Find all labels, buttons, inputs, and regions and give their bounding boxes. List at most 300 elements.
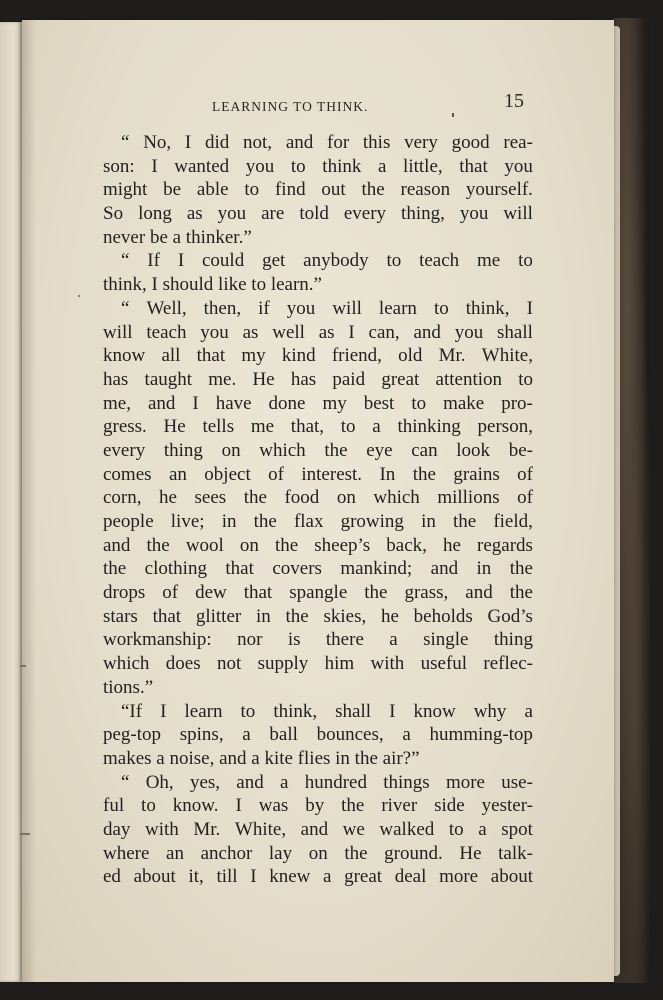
- text-line: [103, 415, 533, 439]
- word: I: [250, 866, 257, 888]
- text-line: tions.”: [103, 676, 154, 698]
- word: are: [261, 203, 285, 225]
- text-line: [103, 700, 533, 724]
- word: the: [509, 582, 533, 604]
- word: I: [526, 297, 533, 319]
- text-line: [103, 202, 533, 226]
- text-line: [103, 818, 533, 842]
- word: which: [259, 439, 306, 461]
- word: more: [439, 866, 479, 888]
- word: well: [272, 321, 305, 343]
- word: the: [344, 842, 368, 864]
- word: I: [348, 321, 355, 343]
- word: rea-: [503, 132, 533, 153]
- word: every: [343, 203, 387, 225]
- text-line: [103, 723, 533, 747]
- word: friend,: [331, 345, 382, 367]
- word: it,: [188, 866, 204, 888]
- word: deal: [394, 866, 427, 888]
- word: might: [103, 179, 148, 201]
- word: good: [451, 132, 490, 153]
- word: the: [285, 605, 309, 627]
- word: ed: [103, 866, 121, 888]
- word: eye: [366, 439, 393, 461]
- word: the: [509, 558, 533, 580]
- word: anchor: [200, 842, 253, 864]
- word: think,: [465, 297, 510, 319]
- word: learn: [378, 297, 417, 319]
- word: Well,: [146, 297, 187, 319]
- word: with: [370, 653, 405, 675]
- word: useful: [420, 653, 468, 675]
- word: where: [103, 842, 150, 864]
- word: can,: [368, 321, 400, 343]
- word: humming-top: [429, 724, 533, 746]
- word: yourself.: [465, 179, 533, 201]
- word: every: [103, 439, 146, 461]
- word: as: [186, 203, 203, 225]
- word: mankind;: [340, 558, 413, 580]
- word: “If: [121, 700, 143, 722]
- word: a: [372, 416, 381, 438]
- word: of: [517, 463, 533, 485]
- word: and: [430, 558, 459, 580]
- word: peg-top: [103, 724, 162, 746]
- word: you: [459, 203, 489, 225]
- word: In: [379, 463, 396, 485]
- word: will: [503, 203, 533, 225]
- word: knew: [269, 866, 311, 888]
- word: growing: [340, 511, 404, 532]
- word: the: [452, 511, 477, 532]
- text-line: [103, 771, 533, 795]
- text-line: [103, 155, 533, 179]
- text-line: makes a noise, and a kite flies in the air?”: [103, 747, 420, 769]
- text-line: [103, 178, 533, 202]
- word: think,: [273, 700, 318, 722]
- text-line: never be a thinker.”: [103, 226, 252, 248]
- word: to: [433, 297, 449, 319]
- word: If: [147, 250, 160, 272]
- word: why: [473, 700, 507, 722]
- word: know: [103, 345, 146, 367]
- word: then,: [203, 297, 242, 319]
- word: told: [299, 203, 329, 225]
- word: on: [308, 842, 328, 864]
- word: flax: [293, 511, 324, 532]
- word: wanted: [174, 155, 230, 177]
- word: “: [121, 297, 130, 319]
- word: nor: [237, 629, 263, 651]
- word: I: [177, 250, 185, 272]
- word: a: [389, 629, 398, 651]
- word: the: [103, 558, 127, 580]
- word: stars: [103, 605, 138, 627]
- word: an: [168, 463, 187, 485]
- word: and: [147, 392, 176, 414]
- word: you: [245, 155, 275, 177]
- text-line: [103, 368, 533, 392]
- word: thing: [163, 439, 203, 461]
- word: did: [205, 132, 230, 153]
- word: He: [252, 368, 275, 390]
- word: “: [121, 132, 130, 153]
- word: grains: [453, 463, 500, 485]
- word: a: [280, 771, 289, 793]
- word: walked: [379, 818, 435, 840]
- word: son:: [103, 155, 135, 177]
- word: ground.: [384, 842, 443, 864]
- body-text: [103, 131, 533, 889]
- word: will: [103, 321, 133, 343]
- word: to: [240, 700, 256, 722]
- word: not: [216, 653, 242, 675]
- word: you: [200, 321, 229, 343]
- text-line: [103, 581, 533, 605]
- word: I: [184, 132, 192, 153]
- word: me.: [208, 368, 237, 390]
- word: a: [323, 866, 332, 888]
- word: be: [163, 179, 182, 201]
- text-line: [103, 344, 533, 368]
- text-line: [103, 439, 533, 463]
- word: an: [166, 842, 184, 864]
- word: hundred: [304, 771, 367, 793]
- word: to: [290, 155, 306, 177]
- word: have: [215, 392, 252, 414]
- word: comes: [103, 463, 152, 485]
- word: Mr.: [438, 345, 466, 367]
- word: ball: [269, 724, 298, 746]
- text-line: [103, 794, 533, 818]
- word: which: [373, 487, 420, 509]
- word: he: [442, 534, 461, 556]
- word: supply: [257, 653, 309, 675]
- text-line: [103, 557, 533, 581]
- word: millions: [437, 487, 500, 509]
- text-line: [103, 605, 533, 629]
- word: as: [318, 321, 335, 343]
- word: to: [386, 250, 402, 272]
- word: workmanship:: [103, 629, 212, 651]
- word: kind: [281, 345, 316, 367]
- word: know: [413, 700, 456, 722]
- word: me,: [103, 392, 131, 414]
- word: about: [490, 866, 533, 888]
- margin-mark: [20, 833, 30, 835]
- word: So: [103, 203, 124, 225]
- word: I: [160, 700, 167, 722]
- word: regards: [477, 534, 533, 556]
- word: anybody: [303, 250, 369, 272]
- word: river: [381, 795, 418, 817]
- word: field,: [493, 511, 533, 532]
- word: side: [434, 795, 465, 817]
- word: a: [478, 818, 487, 840]
- word: beholds: [413, 605, 473, 627]
- word: was: [258, 795, 289, 817]
- word: White,: [234, 818, 287, 840]
- word: to: [340, 416, 356, 438]
- word: the: [274, 534, 299, 556]
- word: bounces,: [316, 724, 384, 746]
- text-line: [103, 628, 533, 652]
- word: a: [524, 700, 533, 722]
- word: my: [241, 345, 266, 367]
- word: lay: [268, 842, 293, 864]
- word: a: [402, 724, 411, 746]
- word: that: [459, 155, 488, 177]
- word: to: [518, 250, 533, 272]
- word: I: [389, 700, 396, 722]
- word: done: [268, 392, 306, 414]
- word: reason: [400, 179, 451, 201]
- word: old: [398, 345, 423, 367]
- word: you: [504, 155, 533, 177]
- word: gress.: [103, 416, 147, 438]
- margin-mark: [20, 665, 26, 667]
- word: corn,: [103, 487, 142, 509]
- word: by: [305, 795, 325, 817]
- word: single: [423, 629, 469, 651]
- word: great: [344, 866, 383, 888]
- word: best: [363, 392, 395, 414]
- previous-page-edge: [0, 22, 22, 982]
- word: paid: [332, 368, 366, 390]
- word: with: [145, 818, 179, 840]
- word: on: [221, 439, 241, 461]
- word: the: [364, 582, 388, 604]
- word: if: [258, 297, 270, 319]
- word: attention: [435, 368, 502, 390]
- word: sees: [194, 487, 227, 509]
- word: He: [459, 842, 482, 864]
- word: all: [161, 345, 181, 367]
- word: clothing: [144, 558, 207, 580]
- word: of: [517, 487, 533, 509]
- word: he: [380, 605, 399, 627]
- word: which: [103, 653, 150, 675]
- word: very: [404, 132, 438, 153]
- word: spangle: [289, 582, 348, 604]
- word: about: [133, 866, 176, 888]
- word: for: [327, 132, 350, 153]
- word: me: [250, 416, 275, 438]
- word: live;: [170, 511, 205, 532]
- word: could: [202, 250, 245, 272]
- word: thinking: [397, 416, 461, 438]
- word: Oh,: [145, 771, 174, 793]
- word: think: [322, 155, 362, 177]
- word: of: [268, 463, 284, 485]
- text-line: [103, 463, 533, 487]
- word: in: [255, 605, 271, 627]
- word: back,: [386, 534, 427, 556]
- word: till: [216, 866, 238, 888]
- word: there: [325, 629, 364, 651]
- word: will: [332, 297, 362, 319]
- word: me: [477, 250, 501, 272]
- text-line: [103, 510, 533, 534]
- word: spins,: [179, 724, 224, 746]
- text-line: [103, 842, 533, 866]
- ink-speck: [78, 295, 80, 297]
- word: the: [253, 511, 277, 532]
- word: the: [324, 439, 348, 461]
- word: and: [103, 534, 131, 556]
- word: to: [448, 818, 464, 840]
- word: No,: [143, 132, 172, 153]
- word: of: [162, 582, 179, 604]
- text-line: [103, 652, 533, 676]
- word: shall: [497, 321, 533, 343]
- word: not,: [243, 132, 273, 153]
- word: a: [242, 724, 251, 746]
- text-line: [103, 249, 533, 273]
- word: more: [445, 771, 485, 793]
- word: and: [285, 132, 314, 153]
- word: he: [159, 487, 177, 509]
- word: Mr.: [193, 818, 221, 840]
- word: thing: [493, 629, 533, 651]
- text-line: think, I should like to learn.”: [103, 274, 322, 296]
- word: and: [236, 771, 264, 793]
- text-line: [103, 392, 533, 416]
- text-line: [103, 865, 533, 889]
- word: in: [221, 511, 237, 532]
- word: get: [262, 250, 286, 272]
- word: on: [239, 534, 259, 556]
- word: know.: [172, 795, 219, 817]
- word: dew: [195, 582, 227, 604]
- word: reflec-: [483, 653, 533, 675]
- word: object: [204, 463, 251, 485]
- text-line: [103, 297, 533, 321]
- word: the: [341, 795, 365, 817]
- word: him: [324, 653, 355, 675]
- word: you: [454, 321, 484, 343]
- word: drops: [103, 582, 146, 604]
- word: in: [476, 558, 492, 580]
- text-line: [103, 486, 533, 510]
- word: great: [381, 368, 420, 390]
- word: people: [103, 511, 154, 532]
- word: sheep’s: [314, 534, 371, 556]
- word: to: [411, 392, 427, 414]
- word: I: [235, 795, 242, 817]
- text-line: [103, 131, 533, 155]
- word: to: [518, 368, 533, 390]
- word: taught: [144, 368, 193, 390]
- word: my: [322, 392, 347, 414]
- word: long: [138, 203, 172, 225]
- word: I: [151, 155, 158, 177]
- word: the: [146, 534, 170, 556]
- word: I: [192, 392, 199, 414]
- word: God’s: [487, 605, 533, 627]
- word: and: [413, 321, 441, 343]
- word: find: [274, 179, 306, 201]
- page-number: 15: [504, 90, 524, 112]
- word: out: [321, 179, 346, 201]
- word: is: [287, 629, 301, 651]
- word: has: [103, 368, 129, 390]
- word: does: [165, 653, 201, 675]
- word: day: [103, 818, 131, 840]
- word: can: [411, 439, 438, 461]
- word: ful: [103, 795, 125, 817]
- word: that: [152, 605, 182, 627]
- word: yes,: [189, 771, 221, 793]
- word: and: [300, 818, 329, 840]
- word: thing,: [401, 203, 445, 225]
- word: “: [121, 250, 130, 272]
- word: teach: [419, 250, 460, 272]
- word: that: [196, 345, 226, 367]
- word: glitter: [195, 605, 242, 627]
- text-line: [103, 534, 533, 558]
- word: learn: [184, 700, 223, 722]
- word: the: [361, 179, 385, 201]
- word: look: [456, 439, 491, 461]
- word: White,: [481, 345, 533, 367]
- word: on: [336, 487, 356, 509]
- word: tells: [202, 416, 235, 438]
- word: teach: [146, 321, 187, 343]
- word: able: [196, 179, 229, 201]
- word: that: [243, 582, 273, 604]
- word: interest.: [301, 463, 363, 485]
- word: you: [217, 203, 247, 225]
- word: has: [290, 368, 317, 390]
- word: to: [141, 795, 156, 817]
- ink-speck: [452, 113, 454, 117]
- word: use-: [501, 771, 533, 793]
- word: this: [362, 132, 391, 153]
- word: covers: [272, 558, 322, 580]
- word: a: [377, 155, 387, 177]
- word: wool: [185, 534, 224, 556]
- word: talk-: [498, 842, 533, 864]
- word: the: [412, 463, 436, 485]
- word: in: [421, 511, 436, 532]
- word: shall: [335, 700, 372, 722]
- word: we: [342, 818, 365, 840]
- word: be-: [508, 439, 533, 461]
- word: “: [121, 771, 130, 793]
- word: you: [286, 297, 316, 319]
- word: things: [383, 771, 430, 793]
- word: and: [465, 582, 493, 604]
- word: skies,: [323, 605, 367, 627]
- word: make: [443, 392, 485, 414]
- word: that: [225, 558, 254, 580]
- word: pro-: [501, 392, 533, 414]
- word: He: [163, 416, 186, 438]
- word: the: [243, 487, 267, 509]
- word: spot: [501, 818, 533, 840]
- word: yester-: [481, 795, 533, 817]
- word: food: [284, 487, 320, 509]
- word: that,: [290, 416, 325, 438]
- word: person,: [477, 416, 533, 438]
- word: as: [242, 321, 259, 343]
- running-title: LEARNING TO THINK.: [212, 99, 369, 114]
- word: to: [244, 179, 260, 201]
- word: little,: [403, 155, 443, 177]
- text-line: [103, 321, 533, 345]
- word: grass,: [404, 582, 449, 604]
